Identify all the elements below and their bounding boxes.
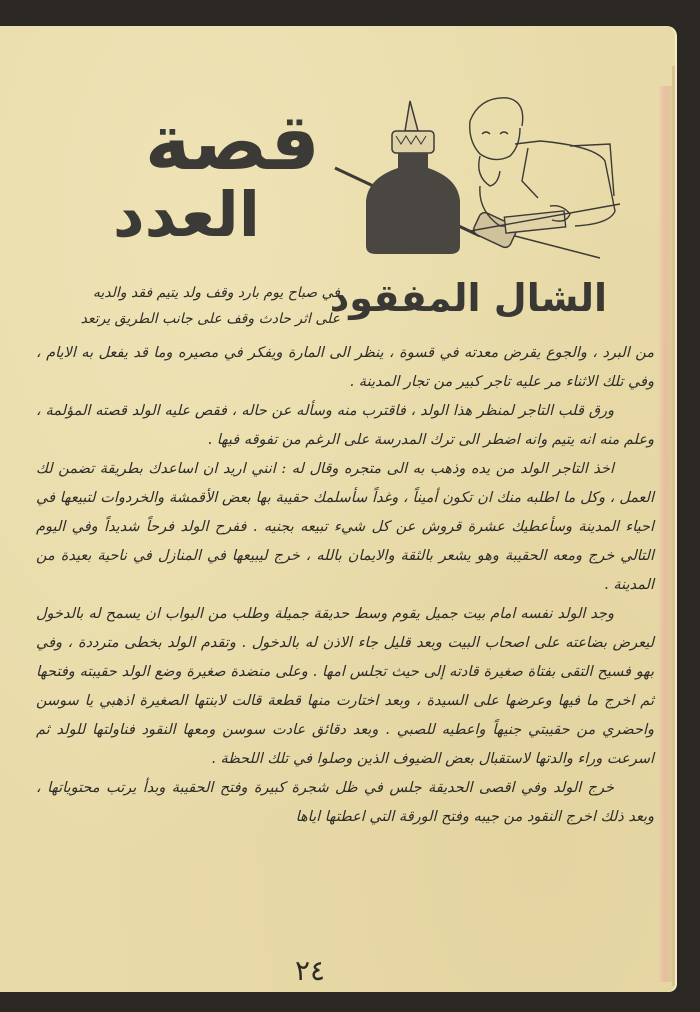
magazine-page <box>0 26 677 992</box>
story-paragraph: من البرد ، والجوع يقرض معدته في قسوة ، ينظر الى المارة ويفكر في مصيره وما قد يفعل به الايام ، وفي تلك الاثناء مر عليه تاجر كبير من تجار المدينة . <box>36 345 654 390</box>
story-paragraph: وجد الولد نفسه امام بيت جميل يقوم وسط حديقة جميلة وطلب من البواب ان يسمح له بالدخول ليعرض بضاعته على اصحاب البيت وبعد قليل جاء الاذن له بالدخول . وتقدم الولد بخطى مترددة ، وفي بهو فسيح التقى بفتاة صغيرة قادته إلى حيث تجلس امها . وعلى منضدة صغيرة وضع الولد حقيبته وفتحها ثم اخرج ما فيها وعرضها على السيدة ، وبعد اختارت منها قطعة قالت لابنتها الصغيرة اذهبي يا سوسن واحضري من حقيبتي جنيهاً واعطيه للصبي . وبعد دقائق عادت سوسن ومعها النقود فناولتها للولد ثم اسرعت وراء والدتها لاستقبال بعض الضيوف الذين وصلوا في تلك اللحظة . <box>36 606 654 767</box>
story-paragraph: اخذ التاجر الولد من يده وذهب به الى متجره وقال له : انني اريد ان اساعدك بطريقة تضمن لك العمل ، وكل ما اطلبه منك ان تكون أميناً ، وغداً سأسلمك حقيبة بها بعض الأقمشة والخردوات لتبيعها في احياء المدينة وسأعطيك عشرة قروش عن كل شيء تبيعه بجنيه . ففرح الولد فرحاً شديداً وفي اليوم التالي خرج ومعه الحقيبة وهو يشعر بالثقة والايمان بالله ، خرج ليبيعها في المنازل في ناحية بعيدة من المدينة . <box>36 461 654 593</box>
page-edge-line <box>672 66 675 986</box>
story-body <box>36 339 654 832</box>
intro-line: على اثر حادث وقف على جانب الطريق يرتعد <box>80 311 340 327</box>
section-title-line1: قصة <box>144 98 320 188</box>
boy-icon <box>470 98 620 233</box>
story-paragraph: ورق قلب التاجر لمنظر هذا الولد ، فاقترب منه وسأله عن حاله ، فقص عليه الولد قصته المؤلمة ، وعلم منه انه يتيم وانه اضطر الى ترك المدرسة على الرغم من تفوقه فيها . <box>36 403 654 448</box>
section-title <box>40 76 320 256</box>
story-title: الشال المفقود <box>329 276 607 320</box>
page-edge-strip <box>658 86 672 982</box>
boy-reading-illustration-icon <box>330 86 630 266</box>
story-paragraph: خرج الولد وفي اقصى الحديقة جلس في ظل شجرة كبيرة وفتح الحقيبة وبدأ يرتب محتوياتها ، وبعد ذلك اخرج النقود من جيبه وفتح الورقة التي اعطتها اياها <box>36 780 654 825</box>
intro-line: في صباح يوم بارد وقف ولد يتيم فقد والديه <box>92 285 340 301</box>
section-title-line2: العدد <box>112 178 260 251</box>
ink-bottle-icon <box>366 101 460 254</box>
header-illustration <box>330 86 630 266</box>
story-intro <box>40 280 340 332</box>
page-number: ٢٤ <box>295 954 326 987</box>
